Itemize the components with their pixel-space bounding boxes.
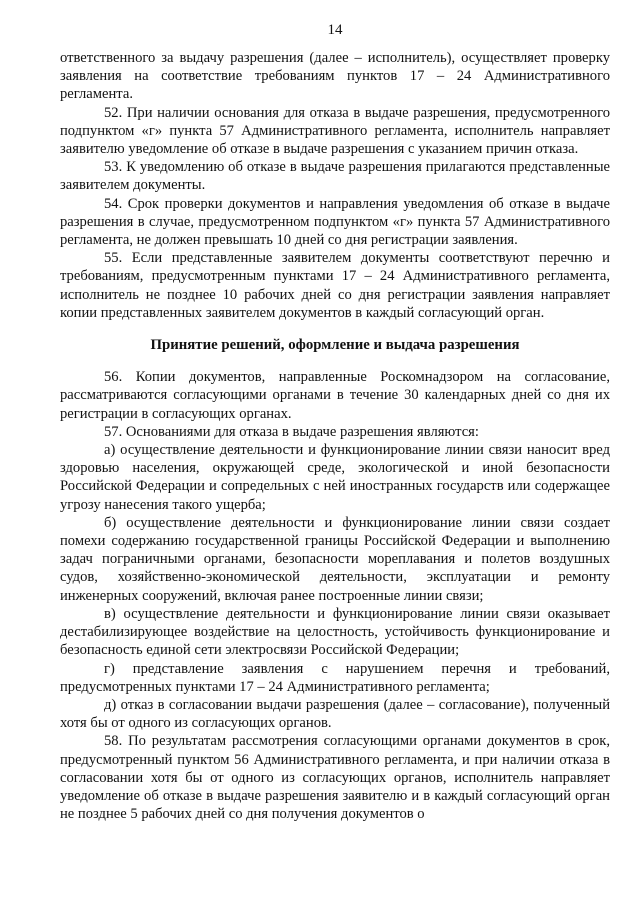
paragraph-57-d: д) отказ в согласовании выдачи разрешения (далее – согласование), полученный хотя бы от одного из согласующих органов. [60, 696, 610, 732]
paragraph-55: 55. Если представленные заявителем документы соответствуют перечню и требованиям, предусмотренным пунктами 17 – 24 Административного регламента, исполнитель не позднее 10 рабочих дней со дня регистрации заявления направляет копии представленных заявителем документов в каждый согласующий орган. [60, 250, 610, 321]
paragraph-58: 58. По результатам рассмотрения согласующими органами документов в срок, предусмотренный пунктом 56 Административного регламента, и при наличии отказа в согласовании хотя бы от одного из согласующих органов, исполнитель направляет уведомление об отказе в выдаче разрешения заявителю и в каждый согласующий орган не позднее 5 рабочих дней со дня получения документов о [60, 733, 610, 823]
paragraph-57: 57. Основаниями для отказа в выдаче разрешения являются: [104, 423, 479, 440]
paragraph-53: 53. К уведомлению об отказе в выдаче разрешения прилагаются представленные заявителем документы. [60, 159, 610, 194]
paragraph-57-a: а) осуществление деятельности и функционирование линии связи наносит вред здоровью населения, окружающей среде, экологической и иной безопасности Российской Федерации и сопредельных с ней иностранных государств или содержащее угрозу нанесения такого ущерба; [60, 442, 610, 513]
document-body [60, 49, 610, 823]
paragraph-52: 52. При наличии основания для отказа в выдаче разрешения, предусмотренного подпунктом «г» пункта 57 Административного регламента, исполнитель направляет заявителю уведомление об отказе в выдаче разрешения с указанием причин отказа. [60, 104, 610, 158]
paragraph-57-g: г) представление заявления с нарушением перечня и требований, предусмотренных пунктами 17 – 24 Административного регламента; [60, 660, 610, 695]
paragraph-57-v: в) осуществление деятельности и функционирование линии связи оказывает дестабилизирующее воздействие на целостность, устойчивость функционирование и безопасность единой сети электросвязи Российской Федерации; [60, 605, 610, 659]
paragraph-54: 54. Срок проверки документов и направления уведомления об отказе в выдаче разрешения в случае, предусмотренном подпунктом «г» пункта 57 Административного регламента, не должен превышать 10 дней со дня регистрации заявления. [60, 195, 610, 249]
paragraph-continuation: ответственного за выдачу разрешения (далее – исполнитель), осуществляет проверку заявления на соответствие требованиям пунктов 17 – 24 Административного регламента. [60, 50, 610, 103]
paragraph-57-b: б) осуществление деятельности и функционирование линии связи создает помехи содержанию государственной границы Российской Федерации и выполнению задач пограничными органами, безопасности мореплавания и полетов воздушных судов, хозяйственно-экономической деятельности, эксплуатации и ремонту инженерных сооружений, включая ранее построенные линии связи; [60, 514, 610, 604]
section-heading: Принятие решений, оформление и выдача разрешения [150, 337, 520, 354]
page-number: 14 [327, 22, 343, 38]
paragraph-56: 56. Копии документов, направленные Роскомнадзором на согласование, рассматриваются согласующими органами в течение 30 календарных дней со дня их регистрации в согласующих органах. [60, 369, 610, 422]
